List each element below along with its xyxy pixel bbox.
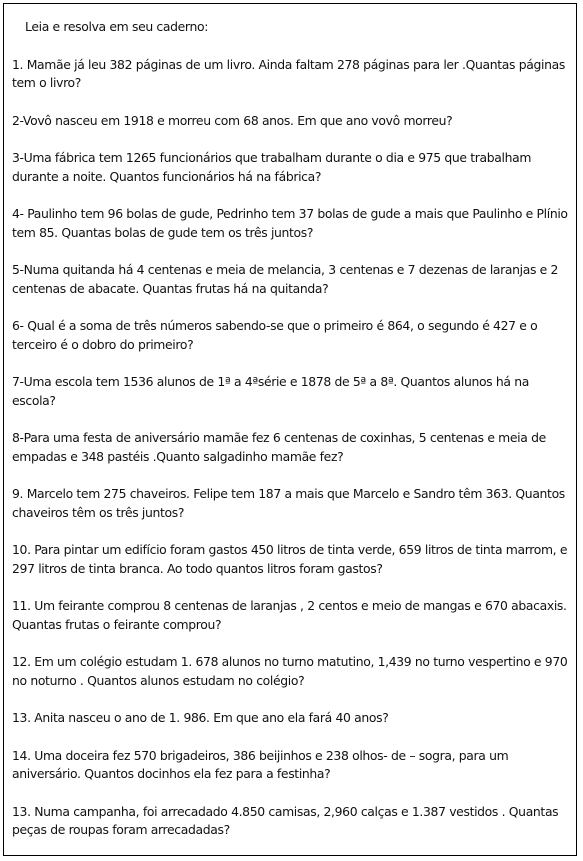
question-4: 4- Paulinho tem 96 bolas de gude, Pedrinho tem 37 bolas de gude a mais que Paulinho e Plínio tem 85. Quantas bolas de gude tem os três juntos?: [12, 206, 568, 240]
question-6: 6- Qual é a soma de três números sabendo-se que o primeiro é 864, o segundo é 427 e o terceiro é o dobro do primeiro?: [12, 318, 538, 352]
question-1: 1. Mamãe já leu 382 páginas de um livro. Ainda faltam 278 páginas para ler .Quantas páginas tem o livro?: [12, 56, 565, 90]
question-13: 13. Anita nasceu o ano de 1. 986. Em que ano ela fará 40 anos?: [12, 710, 389, 725]
question-10: 10. Para pintar um edifício foram gastos 450 litros de tinta verde, 659 litros de tinta marrom, e 297 litros de tinta branca. Ao todo quantos litros foram gastos?: [12, 542, 568, 576]
question-8: 8-Para uma festa de aniversário mamãe fez 6 centenas de coxinhas, 5 centenas e meia de empadas e 348 pastéis .Quanto salgadinho mamãe fez?: [12, 430, 546, 464]
worksheet-page: [3, 3, 577, 856]
question-14: 14. Uma doceira fez 570 brigadeiros, 386 beijinhos e 238 olhos- de – sogra, para um aniversário. Quantos docinhos ela fez para a festinha?: [12, 747, 509, 781]
question-3: 3-Uma fábrica tem 1265 funcionários que trabalham durante o dia e 975 que trabalham durante a noite. Quantos funcionários há na fábrica?: [12, 150, 532, 184]
instructions: Leia e resolva em seu caderno:: [25, 19, 209, 34]
question-15: 13. Numa campanha, foi arrecadado 4.850 camisas, 2,960 calças e 1.387 vestidos . Quantas peças de roupas foram arrecadadas?: [12, 803, 559, 837]
question-5: 5-Numa quitanda há 4 centenas e meia de melancia, 3 centenas e 7 dezenas de laranjas e 2 centenas de abacate. Quantas frutas há na quitanda?: [12, 262, 559, 296]
question-7: 7-Uma escola tem 1536 alunos de 1ª a 4ªsérie e 1878 de 5ª a 8ª. Quantos alunos há na escola?: [12, 374, 529, 408]
question-9: 9. Marcelo tem 275 chaveiros. Felipe tem 187 a mais que Marcelo e Sandro têm 363. Quantos chaveiros têm os três juntos?: [12, 486, 565, 520]
worksheet-content: [12, 18, 572, 840]
question-11: 11. Um feirante comprou 8 centenas de laranjas , 2 centos e meio de mangas e 670 abacaxis. Quantas frutas o feirante comprou?: [12, 598, 567, 632]
question-2: 2-Vovô nasceu em 1918 e morreu com 68 anos. Em que ano vovô morreu?: [12, 112, 453, 128]
question-12: 12. Em um colégio estudam 1. 678 alunos no turno matutino, 1,439 no turno vespertino e 970 no noturno . Quantos alunos estudam no colégio?: [12, 654, 568, 688]
